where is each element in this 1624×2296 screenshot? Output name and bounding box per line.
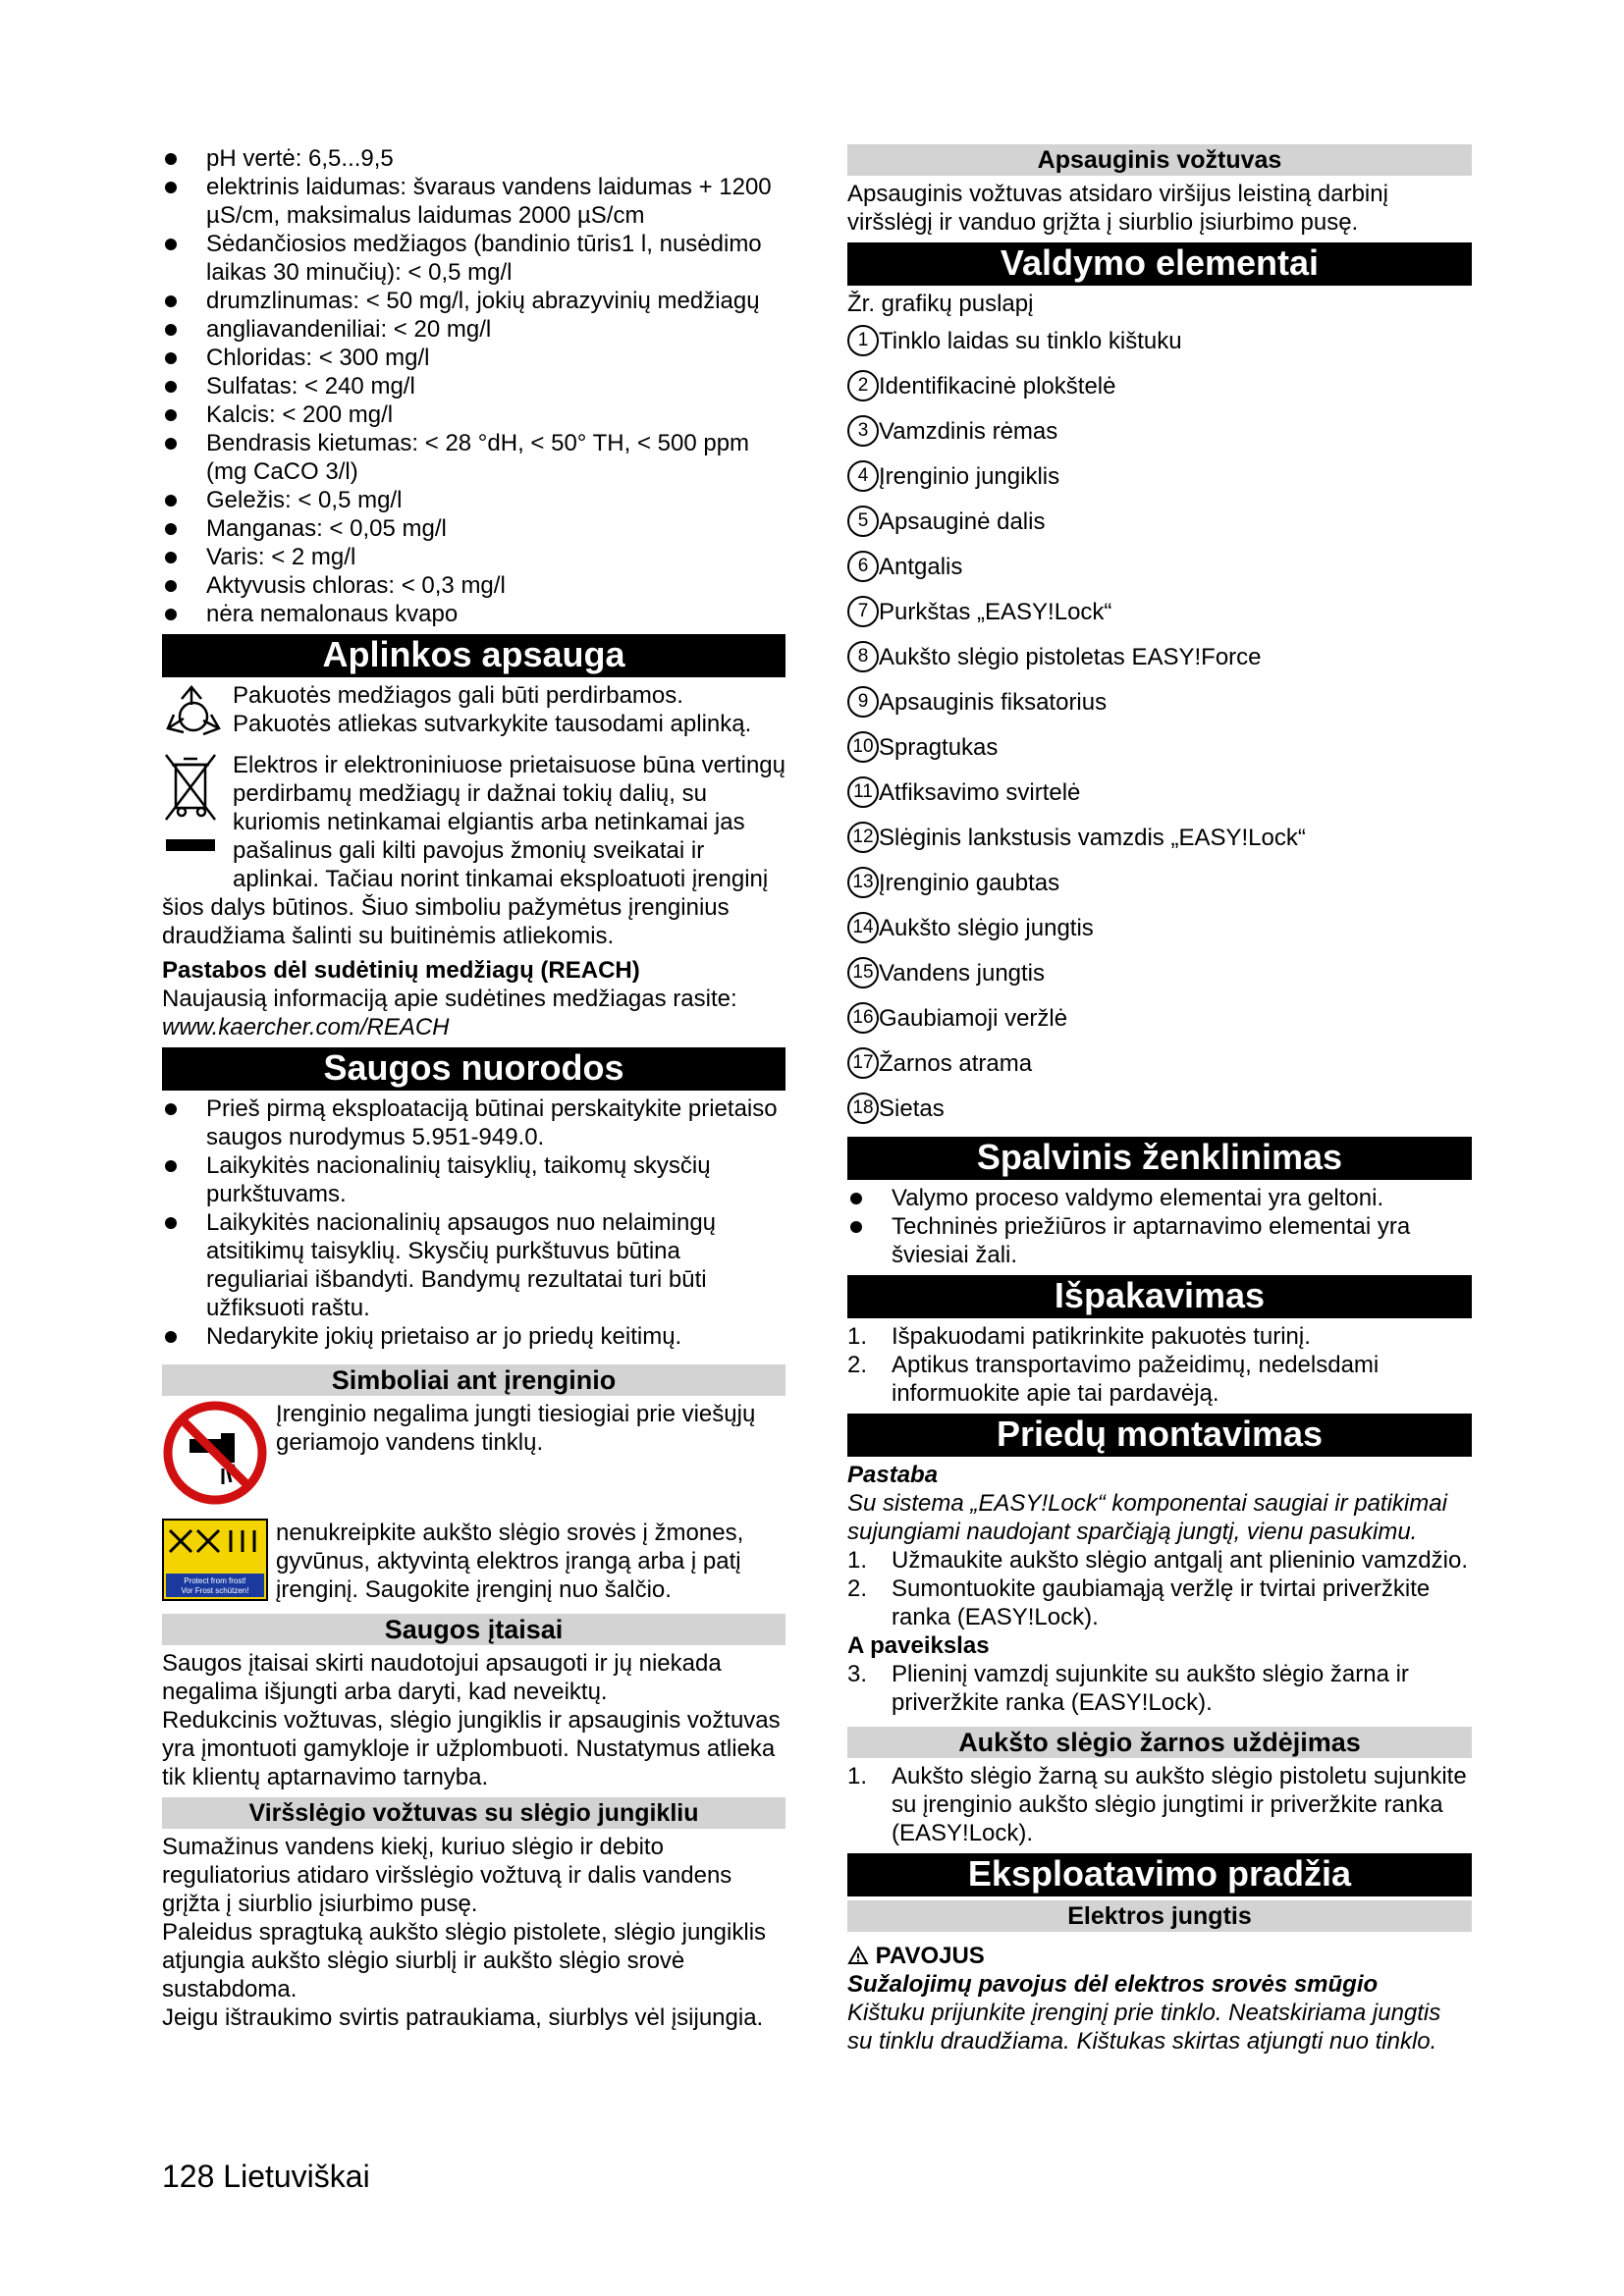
spray-warning-note	[162, 1519, 785, 1608]
controls-intro: Žr. grafikų puslapį	[847, 291, 1034, 317]
item-number: 7	[847, 596, 879, 627]
list-item: Techninės priežiūros ir aptarnavimo elementai yra šviesiai žali.	[847, 1212, 1472, 1269]
list-item: Geležis: < 0,5 mg/l	[162, 486, 785, 514]
list-item: elektrinis laidumas: švaraus vandens laidumas + 1200 µS/cm, maksimalus laidumas 2000 µS/cm	[162, 173, 785, 230]
safety-heading: Saugos nuorodos	[162, 1047, 785, 1091]
unpack-list	[847, 1322, 1472, 1408]
list-item	[847, 860, 1472, 905]
weee-text: Elektros ir elektroniniuose prietaisuose būna vertingų perdirbamų medžiagų ir dažnai tokių dalių, su kuriomis netinkamai elgiantis arba netinkamai jas pašalinus gali kilti pavojus žmonių sveikatai ir aplinkai. Tačiau norint tinkamai eksploatuoti įrenginį šios dalys būtinos. Šiuo simboliu pažymėtus įrenginius draudžiama šalinti su buitinėmis atliekomis.	[162, 752, 785, 949]
no-spray-text: nenukreipkite aukšto slėgio srovės į žmones, gyvūnus, aktyvintą elektros įrangą arba į patį įrenginį. Saugokite įrenginį nuo šalčio.	[276, 1520, 744, 1603]
list-item	[847, 815, 1472, 860]
assembly-steps-2	[847, 1660, 1472, 1717]
devices-text-1: Saugos įtaisai skirti naudotojui apsaugoti ir jų niekada negalima išjungti arba daryti, kad neveiktų.	[162, 1650, 722, 1705]
overflow-text-2: Paleidus spragtuką aukšto slėgio pistolete, slėgio jungiklis atjungia aukšto slėgio siurblį ir aukšto slėgio srovė sustabdoma.	[162, 1919, 767, 2002]
step-number: 1.	[847, 1323, 868, 1350]
color-list	[847, 1184, 1472, 1269]
left-column	[162, 144, 785, 2032]
list-item	[847, 1762, 1472, 1847]
step-number: 2.	[847, 1352, 868, 1378]
item-label: Slėginis lankstusis vamzdis „EASY!Lock“	[879, 824, 1306, 851]
item-label: Tinklo laidas su tinklo kištuku	[879, 327, 1182, 354]
env-heading: Aplinkos apsauga	[162, 634, 785, 677]
controls-heading: Valdymo elementai	[847, 242, 1472, 286]
item-number: 2	[847, 370, 879, 401]
step-text: Užmaukite aukšto slėgio antgalį ant plieninio vamzdžio.	[892, 1547, 1468, 1574]
list-item: Varis: < 2 mg/l	[162, 543, 785, 571]
item-label: Spragtukas	[879, 733, 999, 761]
item-label: Aukšto slėgio jungtis	[879, 914, 1094, 941]
list-item	[847, 544, 1472, 589]
item-number: 1	[847, 325, 879, 356]
packaging-text: Pakuotės medžiagos gali būti perdirbamos. Pakuotės atliekas sutvarkykite tausodami aplinką.	[233, 682, 752, 737]
item-label: Vamzdinis rėmas	[879, 417, 1058, 445]
item-number: 9	[847, 686, 879, 718]
item-number: 13	[847, 867, 879, 898]
crossed-bin-icon	[162, 751, 233, 879]
item-number: 3	[847, 415, 879, 447]
hose-steps	[847, 1762, 1472, 1847]
language-label: Lietuviškai	[223, 2159, 370, 2194]
page-number: 128	[162, 2159, 215, 2194]
list-item	[847, 499, 1472, 544]
list-item: nėra nemalonaus kvapo	[162, 600, 785, 628]
step-text: Aukšto slėgio žarną su aukšto slėgio pistoletu sujunkite su įrenginio aukšto slėgio jungtimi ir priveržkite ranka (EASY!Lock).	[892, 1763, 1467, 1846]
devices-heading: Saugos įtaisai	[162, 1614, 785, 1645]
item-number: 10	[847, 731, 879, 763]
symbols-heading: Simboliai ant įrenginio	[162, 1364, 785, 1396]
list-item	[847, 1351, 1472, 1408]
list-item: drumzlinumas: < 50 mg/l, jokių abrazyvinių medžiagų	[162, 287, 785, 315]
list-item	[847, 770, 1472, 815]
assembly-steps	[847, 1546, 1472, 1631]
item-label: Apsauginė dalis	[879, 507, 1046, 535]
assembly-heading: Priedų montavimas	[847, 1414, 1472, 1457]
step-number: 2.	[847, 1575, 868, 1602]
item-number: 17	[847, 1047, 879, 1079]
item-number: 16	[847, 1002, 879, 1034]
sticker-text-1: Protect from frost!	[184, 1576, 246, 1585]
step-text: Išpakuodami patikrinkite pakuotės turinį.	[892, 1323, 1311, 1350]
item-number: 14	[847, 912, 879, 943]
overflow-heading: Viršslėgio vožtuvas su slėgio jungikliu	[162, 1797, 785, 1829]
list-item	[847, 589, 1472, 634]
right-column	[847, 144, 1472, 2056]
item-number: 4	[847, 460, 879, 492]
list-item	[847, 318, 1472, 363]
item-label: Identifikacinė plokštelė	[879, 372, 1116, 400]
figure-ref: A paveikslas	[847, 1632, 990, 1659]
list-item: Sulfatas: < 240 mg/l	[162, 372, 785, 400]
item-number: 18	[847, 1093, 879, 1124]
item-number: 12	[847, 822, 879, 853]
danger-label	[847, 1942, 1472, 1970]
overflow-text-1: Sumažinus vandens kiekį, kuriuo slėgio ir debito reguliatorius atidaro viršslėgio vožtuvą ir dalis vandens grįžta į siurblio įsiurbimo pusę.	[162, 1834, 732, 1917]
sticker-text-2: Vor Frost schützen!	[181, 1586, 249, 1595]
note-title: Pastaba	[847, 1462, 939, 1488]
item-label: Purkštas „EASY!Lock“	[879, 598, 1112, 625]
electrical-connection-heading: Elektros jungtis	[847, 1900, 1472, 1932]
reach-link[interactable]: www.kaercher.com/REACH	[162, 1014, 450, 1041]
no-drinking-water-note	[162, 1400, 785, 1513]
list-item: Chloridas: < 300 mg/l	[162, 344, 785, 372]
overflow-text-3: Jeigu ištraukimo svirtis patraukiama, siurblys vėl įsijungia.	[162, 2004, 764, 2031]
list-item	[847, 950, 1472, 995]
danger-text: PAVOJUS	[875, 1943, 985, 1969]
list-item	[847, 1086, 1472, 1131]
list-item: Manganas: < 0,05 mg/l	[162, 514, 785, 543]
item-label: Žarnos atrama	[879, 1049, 1033, 1077]
page-footer	[162, 2157, 370, 2196]
list-item	[847, 1322, 1472, 1351]
warning-triangle-icon	[847, 1943, 876, 1969]
list-item	[847, 1660, 1472, 1717]
step-text: Sumontuokite gaubiamąją veržlę ir tvirtai priveržkite ranka (EASY!Lock).	[892, 1575, 1431, 1630]
unpack-heading: Išpakavimas	[847, 1275, 1472, 1318]
start-heading: Eksploatavimo pradžia	[847, 1853, 1472, 1896]
list-item	[847, 634, 1472, 679]
packaging-note	[162, 681, 785, 751]
color-heading: Spalvinis ženklinimas	[847, 1137, 1472, 1180]
controls-list	[847, 318, 1472, 1131]
item-label: Atfiksavimo svirtelė	[879, 778, 1081, 806]
step-number: 1.	[847, 1547, 868, 1574]
list-item: Aktyvusis chloras: < 0,3 mg/l	[162, 571, 785, 600]
list-item: Laikykitės nacionalinių taisyklių, taikomų skysčių purkštuvams.	[162, 1151, 785, 1208]
item-label: Vandens jungtis	[879, 959, 1046, 987]
list-item	[847, 905, 1472, 950]
list-item: Valymo proceso valdymo elementai yra geltoni.	[847, 1184, 1472, 1212]
list-item: Kalcis: < 200 mg/l	[162, 400, 785, 429]
item-number: 11	[847, 776, 879, 808]
warning-title: Sužalojimų pavojus dėl elektros srovės smūgio	[847, 1971, 1379, 1998]
item-label: Gaubiamoji veržlė	[879, 1004, 1068, 1032]
item-label: Apsauginis fiksatorius	[879, 688, 1108, 716]
list-item	[847, 995, 1472, 1041]
step-number: 1.	[847, 1763, 868, 1789]
weee-note	[162, 751, 785, 950]
list-item	[847, 408, 1472, 454]
list-item: angliavandeniliai: < 20 mg/l	[162, 315, 785, 344]
item-number: 15	[847, 957, 879, 988]
list-item: Prieš pirmą eksploataciją būtinai perskaitykite prietaiso saugos nurodymus 5.951-949.0.	[162, 1095, 785, 1151]
no-drinking-water-connection-icon	[162, 1400, 276, 1513]
item-number: 6	[847, 551, 879, 582]
item-number: 8	[847, 641, 879, 672]
item-label: Antgalis	[879, 553, 963, 580]
devices-text-2: Redukcinis vožtuvas, slėgio jungiklis ir apsauginis vožtuvas yra įmontuoti gamykloje ir užplombuoti. Nustatymus atlieka tik klientų aptarnavimo tarnyba.	[162, 1707, 781, 1790]
item-label: Sietas	[879, 1095, 945, 1122]
no-water-text: Įrenginio negalima jungti tiesiogiai prie viešųjų geriamojo vandens tinklų.	[276, 1401, 756, 1456]
note-text: Su sistema „EASY!Lock“ komponentai saugiai ir patikimai sujungiami naudojant sparčiąją jungtį, vienu pasukimu.	[847, 1490, 1447, 1545]
item-label: Įrenginio jungiklis	[879, 462, 1060, 490]
list-item	[847, 1546, 1472, 1575]
spray-warning-sticker	[162, 1519, 276, 1608]
list-item	[847, 363, 1472, 408]
list-item	[847, 724, 1472, 770]
list-item	[847, 679, 1472, 724]
list-item	[847, 454, 1472, 499]
hose-heading: Aukšto slėgio žarnos uždėjimas	[847, 1727, 1472, 1758]
item-label: Įrenginio gaubtas	[879, 869, 1060, 896]
step-text: Aptikus transportavimo pažeidimų, nedelsdami informuokite apie tai pardavėją.	[892, 1352, 1380, 1407]
step-number: 3.	[847, 1661, 868, 1687]
list-item: pH vertė: 6,5...9,5	[162, 144, 785, 173]
step-text: Plieninį vamzdį sujunkite su aukšto slėgio žarna ir priveržkite ranka (EASY!Lock).	[892, 1661, 1409, 1716]
list-item	[847, 1575, 1472, 1631]
list-item	[847, 1041, 1472, 1086]
list-item: Nedarykite jokių prietaiso ar jo priedų keitimų.	[162, 1322, 785, 1351]
item-number: 5	[847, 506, 879, 537]
reach-text: Naujausią informaciją apie sudėtines medžiagas rasite:	[162, 986, 737, 1012]
safety-valve-text: Apsauginis vožtuvas atsidaro viršijus leistiną darbinį viršslėgį ir vanduo grįžta į siurblio įsiurbimo pusę.	[847, 181, 1388, 236]
reach-title: Pastabos dėl sudėtinių medžiagų (REACH)	[162, 957, 640, 984]
item-label: Aukšto slėgio pistoletas EASY!Force	[879, 643, 1262, 670]
water-spec-list	[162, 144, 785, 628]
recycling-icon	[162, 681, 233, 751]
list-item: Sėdančiosios medžiagos (bandinio tūris1 l, nusėdimo laikas 30 minučių): < 0,5 mg/l	[162, 230, 785, 287]
safety-valve-heading: Apsauginis vožtuvas	[847, 144, 1472, 176]
list-item: Bendrasis kietumas: < 28 °dH, < 50° TH, < 500 ppm (mg CaCO 3/l)	[162, 429, 785, 486]
warning-text: Kištuku prijunkite įrenginį prie tinklo. Neatskiriama jungtis su tinklu draudžiama. Kištukas skirtas atjungti nuo tinklo.	[847, 2000, 1441, 2055]
list-item: Laikykitės nacionalinių apsaugos nuo nelaimingų atsitikimų taisyklių. Skysčių purkštuvus būtina reguliariai išbandyti. Bandymų rezultatai turi būti užfiksuoti raštu.	[162, 1208, 785, 1322]
safety-list	[162, 1095, 785, 1351]
